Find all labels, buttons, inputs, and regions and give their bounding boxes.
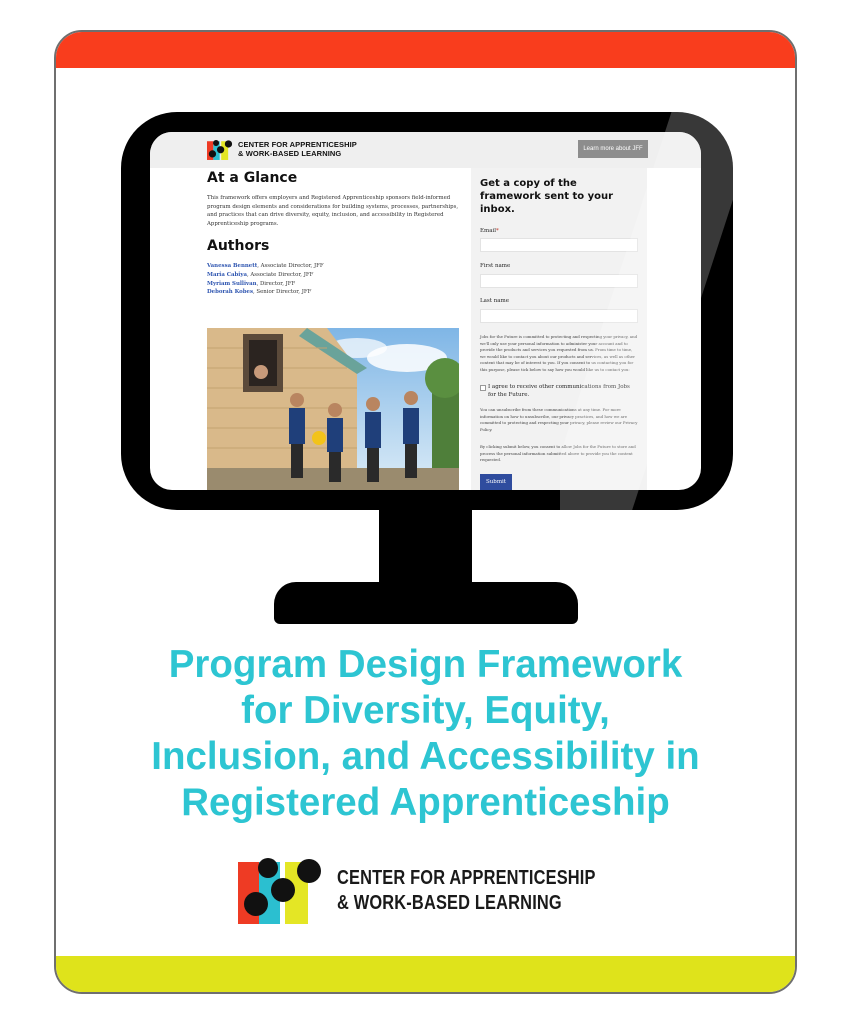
jff-logo-icon — [238, 858, 324, 924]
site-logo-line2: & WORK-BASED LEARNING — [238, 148, 342, 158]
last-name-field[interactable] — [480, 309, 638, 323]
privacy-notice: Jobs for the Future is committed to protecting and respecting your privacy, and we'll only use your personal information to administer your account and to provide the products and services you requested from us. From time to time, we would like to contact you about our products and services, as well as other content that may be of interest to you. If you consent to us contacting you for this purpose, please tick below to say how you would like us to contact you: — [480, 334, 638, 372]
author-item — [207, 288, 459, 297]
email-field[interactable] — [480, 238, 638, 252]
monitor-base — [274, 582, 578, 624]
apprentices-photo — [207, 328, 459, 490]
submit-button[interactable]: Submit — [480, 474, 512, 490]
email-label-text: Email — [480, 228, 497, 234]
title-line: for Diversity, Equity, — [241, 689, 610, 732]
footer-logo-line2: & WORK-BASED LEARNING — [337, 892, 562, 914]
form-title: Get a copy of the framework sent to your inbox. — [480, 178, 614, 215]
author-link[interactable]: Vanessa Bennett — [207, 263, 258, 270]
learn-more-button[interactable]: Learn more about JFF — [578, 140, 648, 158]
submit-consent-notice: By clicking submit below, you consent to allow Jobs for the Future to store and process the personal information submitted above to provide you the content requested. — [480, 444, 636, 462]
monitor-neck — [379, 505, 472, 585]
author-role: , Director, JFF — [256, 280, 296, 287]
site-logo-line1: CENTER FOR APPRENTICESHIP — [238, 140, 357, 149]
author-role: , Associate Director, JFF — [246, 271, 314, 278]
author-link[interactable]: Maria Cabiya — [207, 271, 247, 278]
last-name-label: Last name — [480, 298, 510, 304]
first-name-field[interactable] — [480, 274, 638, 288]
page-title — [60, 642, 791, 826]
title-line: Inclusion, and Accessibility in — [151, 735, 700, 778]
footer-logo-text — [337, 866, 596, 916]
site-header — [150, 132, 701, 168]
footer-logo-line1: CENTER FOR APPRENTICESHIP — [337, 867, 596, 889]
author-link[interactable]: Deborah Kobes — [207, 289, 253, 296]
glance-heading: At a Glance — [207, 170, 298, 186]
author-role: , Senior Director, JFF — [253, 289, 312, 296]
authors-list — [207, 262, 459, 296]
author-item — [207, 271, 459, 280]
top-accent-bar — [56, 32, 795, 68]
unsubscribe-notice: You can unsubscribe from these communications at any time. For more information on how to unsubscribe, our privacy practices, and how we are committed to protecting and respecting your privacy, please review our Privacy Policy. — [480, 407, 638, 432]
site-logo-text — [238, 141, 357, 158]
author-item — [207, 280, 459, 289]
article-column — [207, 170, 459, 297]
title-line: Program Design Framework — [168, 643, 683, 686]
email-label — [480, 228, 499, 234]
author-link[interactable]: Myriam Sullivan — [207, 280, 257, 287]
consent-checkbox[interactable] — [480, 385, 486, 391]
author-item — [207, 262, 459, 271]
glance-paragraph: This framework offers employers and Registered Apprenticeship sponsors field-informed program design elements and considerations for building systems, processes, partnerships, and practices that can drive diversity, equity, inclusion, and accessibility in Registered Apprenticeship programs. — [207, 195, 459, 227]
first-name-label: First name — [480, 263, 511, 269]
author-role: , Associate Director, JFF — [257, 263, 324, 270]
required-mark: * — [496, 228, 499, 234]
signup-form — [471, 168, 647, 490]
jff-logo-icon — [207, 140, 233, 160]
monitor-screen — [150, 132, 701, 490]
consent-label: I agree to receive other communications from Jobs for the Future. — [488, 384, 630, 398]
title-line: Registered Apprenticeship — [181, 781, 670, 824]
authors-heading: Authors — [207, 238, 270, 255]
bottom-accent-bar — [56, 956, 795, 992]
